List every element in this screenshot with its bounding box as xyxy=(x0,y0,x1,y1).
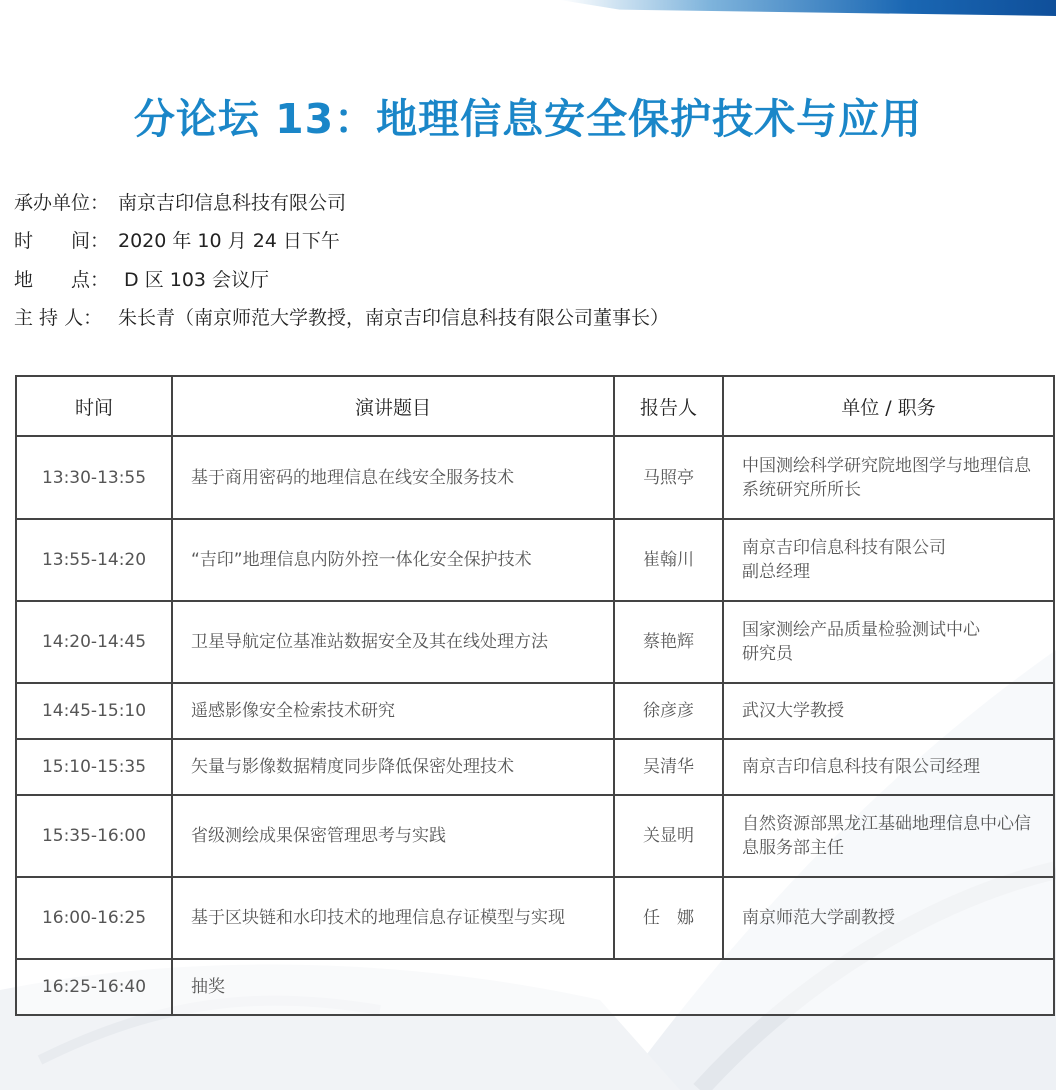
info-label: 承办单位： xyxy=(14,191,110,214)
info-host xyxy=(14,298,669,337)
cell-speaker: 徐彦彦 xyxy=(614,683,723,739)
table-row xyxy=(16,436,1054,519)
header-organization: 单位 / 职务 xyxy=(723,376,1054,436)
cell-speaker: 吴清华 xyxy=(614,739,723,795)
cell-speaker: 崔翰川 xyxy=(614,519,723,601)
cell-time: 16:25-16:40 xyxy=(16,959,172,1015)
cell-time: 16:00-16:25 xyxy=(16,877,172,959)
page-title: 分论坛 13：地理信息安全保护技术与应用 xyxy=(133,95,923,143)
cell-topic: 基于商用密码的地理信息在线安全服务技术 xyxy=(172,436,614,519)
cell-organization: 中国测绘科学研究院地图学与地理信息系统研究所所长 xyxy=(723,436,1054,519)
info-value: D 区 103 会议厅 xyxy=(118,268,270,291)
info-value: 朱长青（南京师范大学教授，南京吉印信息科技有限公司董事长） xyxy=(118,307,670,330)
table-row xyxy=(16,739,1054,795)
cell-organization: 南京吉印信息科技有限公司经理 xyxy=(723,739,1054,795)
cell-time: 13:30-13:55 xyxy=(16,436,172,519)
info-location xyxy=(14,259,669,298)
info-label: 时 间： xyxy=(14,230,110,253)
info-label: 主 持 人： xyxy=(14,307,103,330)
cell-time: 14:45-15:10 xyxy=(16,683,172,739)
header-time: 时间 xyxy=(16,376,172,436)
forum-info xyxy=(14,182,669,336)
cell-organization: 自然资源部黑龙江基础地理信息中心信息服务部主任 xyxy=(723,795,1054,877)
cell-topic: 矢量与影像数据精度同步降低保密处理技术 xyxy=(172,739,614,795)
table-row xyxy=(16,601,1054,683)
cell-time: 15:35-16:00 xyxy=(16,795,172,877)
info-organizer xyxy=(14,182,669,221)
header-topic: 演讲题目 xyxy=(172,376,614,436)
table-row xyxy=(16,683,1054,739)
cell-time: 14:20-14:45 xyxy=(16,601,172,683)
table-row xyxy=(16,519,1054,601)
info-time xyxy=(14,221,669,260)
cell-organization: 南京吉印信息科技有限公司 副总经理 xyxy=(723,519,1054,601)
cell-topic: 卫星导航定位基准站数据安全及其在线处理方法 xyxy=(172,601,614,683)
cell-topic: “吉印”地理信息内防外控一体化安全保护技术 xyxy=(172,519,614,601)
info-value: 2020 年 10 月 24 日下午 xyxy=(118,230,340,253)
cell-time: 13:55-14:20 xyxy=(16,519,172,601)
header-speaker: 报告人 xyxy=(614,376,723,436)
table-row xyxy=(16,959,1054,1015)
cell-speaker: 马照亭 xyxy=(614,436,723,519)
cell-topic: 抽奖 xyxy=(172,959,1054,1015)
table-row xyxy=(16,795,1054,877)
info-label: 地 点： xyxy=(14,268,110,291)
table-row xyxy=(16,877,1054,959)
cell-organization: 南京师范大学副教授 xyxy=(723,877,1054,959)
cell-organization: 国家测绘产品质量检验测试中心 研究员 xyxy=(723,601,1054,683)
schedule-table xyxy=(15,375,1055,1016)
cell-topic: 省级测绘成果保密管理思考与实践 xyxy=(172,795,614,877)
cell-topic: 遥感影像安全检索技术研究 xyxy=(172,683,614,739)
table-header-row xyxy=(16,376,1054,436)
cell-speaker: 关显明 xyxy=(614,795,723,877)
cell-speaker: 任 娜 xyxy=(614,877,723,959)
cell-organization: 武汉大学教授 xyxy=(723,683,1054,739)
cell-time: 15:10-15:35 xyxy=(16,739,172,795)
cell-topic: 基于区块链和水印技术的地理信息存证模型与实现 xyxy=(172,877,614,959)
cell-speaker: 蔡艳辉 xyxy=(614,601,723,683)
info-value: 南京吉印信息科技有限公司 xyxy=(118,191,347,214)
